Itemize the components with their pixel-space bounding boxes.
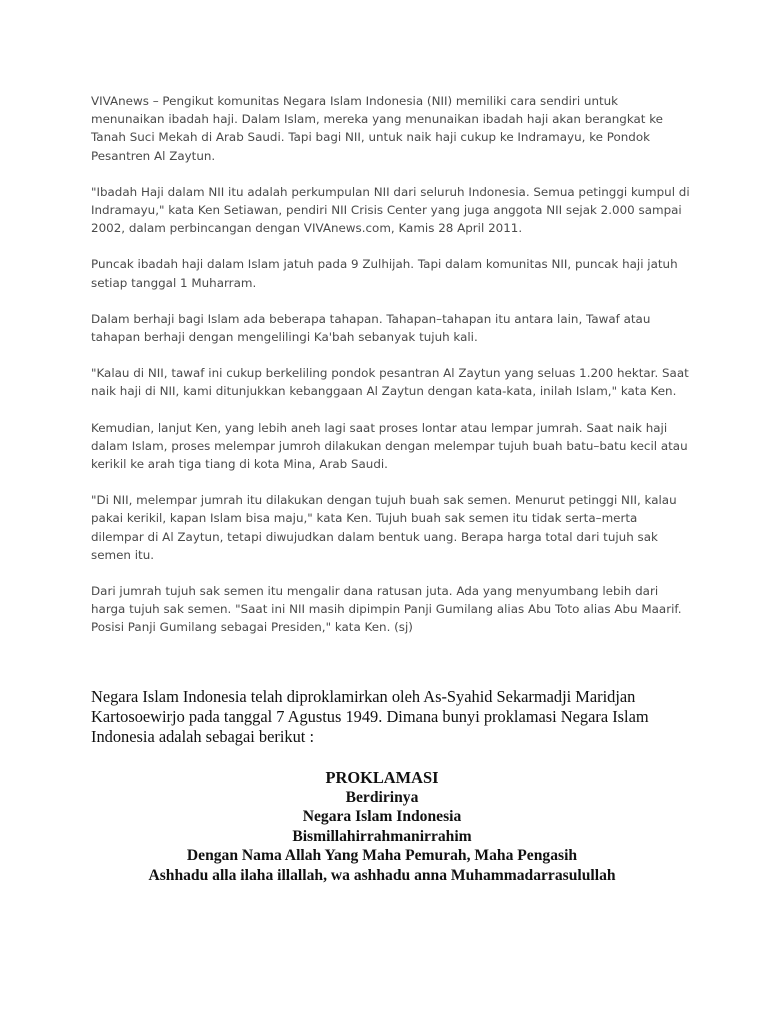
article-paragraph-3: Puncak ibadah haji dalam Islam jatuh pada 9 Zulhijah. Tapi dalam komunitas NII, puncak haji jatuh setiap tanggal 1 Muharram. [91,257,678,290]
proclamation-line: Berdirinya [345,788,419,806]
article-paragraph-7: "Di NII, melempar jumrah itu dilakukan dengan tujuh buah sak semen. Menurut petinggi NII, kalau pakai kerikil, kapan Islam bisa maju," kata Ken. Tujuh buah sak semen itu tidak serta–merta dilempar di Al Zaytun, tetapi diwujudkan dalam bentuk uang. Berapa harga total dari tujuh sak semen itu. [91,493,677,562]
proclamation-heading: PROKLAMASI [325,768,439,787]
article-paragraph-5: "Kalau di NII, tawaf ini cukup berkeliling pondok pesantran Al Zaytun yang seluas 1.200 hektar. Saat naik haji di NII, kami ditunjukkan kebanggaan Al Zaytun dengan kata-kata, inilah Islam," kata Ken. [91,366,689,399]
proclamation-intro: Negara Islam Indonesia telah diproklamirkan oleh As-Syahid Sekarmadji Maridjan Kartosoewirjo pada tanggal 7 Agustus 1949. Dimana bunyi proklamasi Negara Islam Indonesia adalah sebagai berikut : [91,687,649,746]
article-paragraph-4: Dalam berhaji bagi Islam ada beberapa tahapan. Tahapan–tahapan itu antara lain, Tawaf atau tahapan berhaji dengan mengelilingi Ka'bah sebanyak tujuh kali. [91,311,651,345]
article-paragraph-1: VIVAnews – Pengikut komunitas Negara Islam Indonesia (NII) memiliki cara sendiri untuk menunaikan ibadah haji. Dalam Islam, mereka yang menunaikan ibadah haji akan berangkat ke Tanah Suci Mekah di Arab Saudi. Tapi bagi NII, untuk naik haji cukup ke Indramayu, ke Pondok Pesantren Al Zaytun. [91,94,663,163]
proclamation-line: Dengan Nama Allah Yang Maha Pemurah, Maha Pengasih [186,847,578,865]
article-paragraph-8: Dari jumrah tujuh sak semen itu mengalir dana ratusan juta. Ada yang menyumbang lebih dari harga tujuh sak semen. "Saat ini NII masih dipimpin Panji Gumilang alias Abu Toto alias Abu Maarif. Posisi Panji Gumilang sebagai Presiden," kata Ken. (sj) [91,584,682,635]
article-paragraph-6: Kemudian, lanjut Ken, yang lebih aneh lagi saat proses lontar atau lempar jumrah. Saat naik haji dalam Islam, proses melempar jumroh dilakukan dengan melempar tujuh buah batu–batu kecil atau kerikil ke arah tiga tiang di kota Mina, Arab Saudi. [91,420,688,472]
proclamation-line: Ashhadu alla ilaha illallah, wa ashhadu anna Muhammadarrasulullah [148,866,616,884]
article-paragraph-2: "Ibadah Haji dalam NII itu adalah perkumpulan NII dari seluruh Indonesia. Semua petinggi kumpul di Indramayu," kata Ken Setiawan, pendiri NII Crisis Center yang juga anggota NII sejak 2.000 sampai 2002, dalam perbincangan dengan VIVAnews.com, Kamis 28 April 2011. [91,184,690,236]
news-article [91,92,691,655]
proclamation-text [91,768,673,886]
proclamation-line: Bismillahirrahmanirrahim [292,827,472,845]
proclamation-line: Negara Islam Indonesia [302,808,462,826]
